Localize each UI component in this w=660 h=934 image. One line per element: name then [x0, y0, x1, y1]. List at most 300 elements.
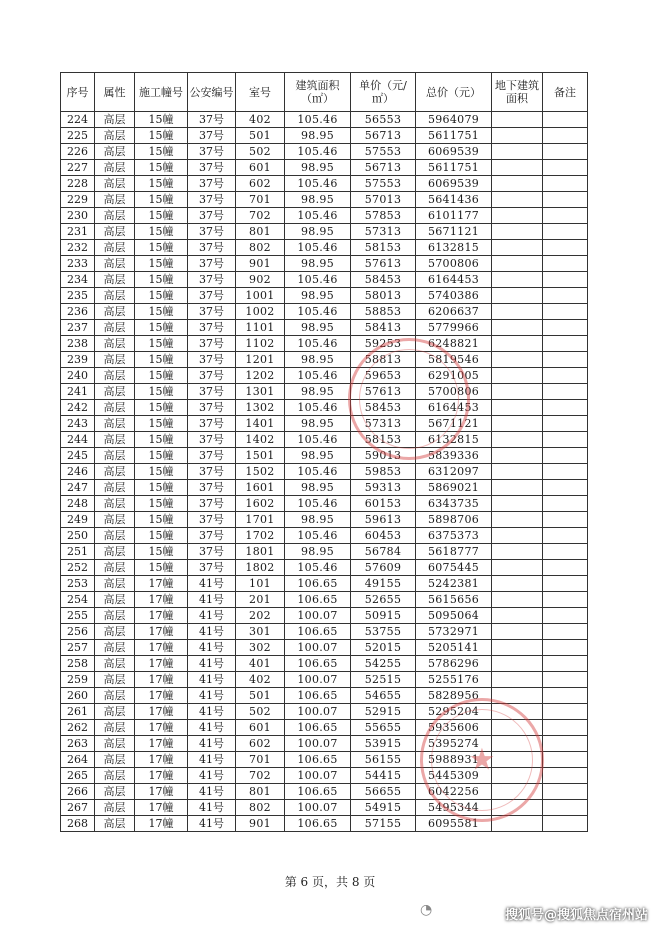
cell-note	[543, 480, 588, 496]
table-row	[61, 192, 588, 208]
cell-room: 702	[236, 208, 285, 224]
cell-unit-price: 57553	[351, 176, 416, 192]
cell-note	[543, 560, 588, 576]
cell-public-no: 37号	[188, 256, 236, 272]
cell-note	[543, 304, 588, 320]
cell-room: 501	[236, 688, 285, 704]
cell-total-price: 5242381	[416, 576, 492, 592]
cell-building: 15幢	[135, 448, 188, 464]
cell-unit-price: 58853	[351, 304, 416, 320]
cell-unit-price: 58453	[351, 400, 416, 416]
cell-note	[543, 128, 588, 144]
cell-building: 15幢	[135, 336, 188, 352]
cell-seq: 244	[61, 432, 95, 448]
cell-area: 106.65	[285, 576, 351, 592]
cell-attr: 高层	[95, 688, 135, 704]
cell-underground	[492, 656, 543, 672]
cell-note	[543, 800, 588, 816]
cell-building: 15幢	[135, 320, 188, 336]
cell-underground	[492, 128, 543, 144]
cell-note	[543, 784, 588, 800]
cell-underground	[492, 752, 543, 768]
cell-seq: 247	[61, 480, 95, 496]
cell-public-no: 41号	[188, 720, 236, 736]
cell-building: 15幢	[135, 112, 188, 128]
cell-note	[543, 672, 588, 688]
cell-attr: 高层	[95, 672, 135, 688]
cell-unit-price: 53915	[351, 736, 416, 752]
cell-public-no: 41号	[188, 624, 236, 640]
cell-total-price: 5828956	[416, 688, 492, 704]
price-table	[60, 72, 588, 832]
cell-seq: 227	[61, 160, 95, 176]
cell-unit-price: 54915	[351, 800, 416, 816]
table-row	[61, 384, 588, 400]
cell-note	[543, 512, 588, 528]
cell-attr: 高层	[95, 400, 135, 416]
cell-room: 1002	[236, 304, 285, 320]
cell-building: 15幢	[135, 512, 188, 528]
cell-attr: 高层	[95, 448, 135, 464]
cell-underground	[492, 560, 543, 576]
header-underground: 地下建筑面积	[492, 73, 543, 112]
cell-building: 17幢	[135, 784, 188, 800]
cell-building: 17幢	[135, 640, 188, 656]
cell-seq: 251	[61, 544, 95, 560]
cell-area: 100.07	[285, 768, 351, 784]
cell-room: 1801	[236, 544, 285, 560]
cell-unit-price: 59613	[351, 512, 416, 528]
cell-attr: 高层	[95, 560, 135, 576]
cell-room: 501	[236, 128, 285, 144]
cell-underground	[492, 256, 543, 272]
cell-note	[543, 112, 588, 128]
cell-seq: 226	[61, 144, 95, 160]
cell-building: 17幢	[135, 768, 188, 784]
cell-public-no: 37号	[188, 432, 236, 448]
cell-underground	[492, 624, 543, 640]
cell-public-no: 41号	[188, 656, 236, 672]
cell-room: 1802	[236, 560, 285, 576]
cell-area: 105.46	[285, 112, 351, 128]
cell-unit-price: 56784	[351, 544, 416, 560]
cell-public-no: 37号	[188, 512, 236, 528]
cell-seq: 267	[61, 800, 95, 816]
cell-seq: 243	[61, 416, 95, 432]
cell-public-no: 37号	[188, 272, 236, 288]
cell-room: 302	[236, 640, 285, 656]
cell-room: 602	[236, 176, 285, 192]
cell-attr: 高层	[95, 784, 135, 800]
cell-attr: 高层	[95, 592, 135, 608]
cell-underground	[492, 592, 543, 608]
cell-note	[543, 576, 588, 592]
cell-underground	[492, 528, 543, 544]
table-row	[61, 752, 588, 768]
cell-total-price: 6291005	[416, 368, 492, 384]
cell-total-price: 5641436	[416, 192, 492, 208]
cell-total-price: 6069539	[416, 144, 492, 160]
cell-seq: 248	[61, 496, 95, 512]
cell-public-no: 41号	[188, 784, 236, 800]
cell-total-price: 5671121	[416, 416, 492, 432]
cell-building: 17幢	[135, 656, 188, 672]
cell-underground	[492, 352, 543, 368]
cell-unit-price: 52015	[351, 640, 416, 656]
cell-room: 1501	[236, 448, 285, 464]
cell-unit-price: 58453	[351, 272, 416, 288]
cell-building: 15幢	[135, 560, 188, 576]
cell-public-no: 37号	[188, 112, 236, 128]
cell-note	[543, 656, 588, 672]
cell-underground	[492, 176, 543, 192]
cell-attr: 高层	[95, 464, 135, 480]
cell-seq: 225	[61, 128, 95, 144]
cell-total-price: 5295204	[416, 704, 492, 720]
header-unit-price: 单价（元/㎡）	[351, 73, 416, 112]
cell-public-no: 37号	[188, 304, 236, 320]
cell-total-price: 5740386	[416, 288, 492, 304]
cell-attr: 高层	[95, 272, 135, 288]
table-row	[61, 288, 588, 304]
cell-total-price: 5671121	[416, 224, 492, 240]
cell-attr: 高层	[95, 496, 135, 512]
cell-seq: 232	[61, 240, 95, 256]
cell-note	[543, 256, 588, 272]
cell-total-price: 5618777	[416, 544, 492, 560]
cell-room: 502	[236, 704, 285, 720]
cell-building: 17幢	[135, 672, 188, 688]
cell-underground	[492, 816, 543, 832]
cell-total-price: 5611751	[416, 128, 492, 144]
cell-public-no: 37号	[188, 320, 236, 336]
cell-public-no: 37号	[188, 288, 236, 304]
table-row	[61, 816, 588, 832]
page-number: 第 6 页，共 8 页	[284, 875, 376, 889]
cell-seq: 233	[61, 256, 95, 272]
cell-area: 105.46	[285, 208, 351, 224]
cell-public-no: 41号	[188, 752, 236, 768]
cell-underground	[492, 768, 543, 784]
cell-area: 100.07	[285, 640, 351, 656]
cell-room: 1701	[236, 512, 285, 528]
cell-attr: 高层	[95, 512, 135, 528]
header-public-no: 公安编号	[188, 73, 236, 112]
cell-seq: 229	[61, 192, 95, 208]
cell-total-price: 6042256	[416, 784, 492, 800]
cell-building: 17幢	[135, 704, 188, 720]
cell-area: 98.95	[285, 160, 351, 176]
cell-public-no: 37号	[188, 144, 236, 160]
cell-unit-price: 50915	[351, 608, 416, 624]
cell-area: 106.65	[285, 752, 351, 768]
cell-room: 1702	[236, 528, 285, 544]
cell-total-price: 5615656	[416, 592, 492, 608]
cell-room: 601	[236, 720, 285, 736]
cell-note	[543, 704, 588, 720]
cell-seq: 240	[61, 368, 95, 384]
cell-note	[543, 416, 588, 432]
cell-public-no: 37号	[188, 352, 236, 368]
header-note: 备注	[543, 73, 588, 112]
cell-unit-price: 56553	[351, 112, 416, 128]
cell-public-no: 41号	[188, 688, 236, 704]
cell-area: 105.46	[285, 144, 351, 160]
cell-total-price: 5988931	[416, 752, 492, 768]
cell-underground	[492, 640, 543, 656]
cell-total-price: 6206637	[416, 304, 492, 320]
cell-area: 98.95	[285, 416, 351, 432]
table-row	[61, 400, 588, 416]
table-row	[61, 336, 588, 352]
cell-building: 15幢	[135, 288, 188, 304]
cell-attr: 高层	[95, 480, 135, 496]
cell-area: 106.65	[285, 624, 351, 640]
cell-underground	[492, 448, 543, 464]
table-row	[61, 432, 588, 448]
cell-attr: 高层	[95, 192, 135, 208]
cell-public-no: 41号	[188, 672, 236, 688]
cell-unit-price: 56713	[351, 128, 416, 144]
cell-seq: 249	[61, 512, 95, 528]
cell-area: 105.46	[285, 400, 351, 416]
cell-room: 402	[236, 112, 285, 128]
cell-seq: 237	[61, 320, 95, 336]
cell-public-no: 37号	[188, 496, 236, 512]
table-row	[61, 656, 588, 672]
cell-area: 105.46	[285, 464, 351, 480]
cell-building: 15幢	[135, 224, 188, 240]
table-row	[61, 240, 588, 256]
cell-unit-price: 52655	[351, 592, 416, 608]
cell-building: 15幢	[135, 256, 188, 272]
cell-attr: 高层	[95, 112, 135, 128]
cell-area: 98.95	[285, 448, 351, 464]
cell-area: 106.65	[285, 720, 351, 736]
cell-building: 15幢	[135, 144, 188, 160]
cell-underground	[492, 736, 543, 752]
cell-room: 101	[236, 576, 285, 592]
cell-seq: 266	[61, 784, 95, 800]
cell-underground	[492, 272, 543, 288]
cell-underground	[492, 208, 543, 224]
cell-note	[543, 544, 588, 560]
cell-total-price: 5255176	[416, 672, 492, 688]
table-row	[61, 512, 588, 528]
cell-building: 17幢	[135, 816, 188, 832]
cell-note	[543, 176, 588, 192]
header-area: 建筑面积（㎡）	[285, 73, 351, 112]
cell-attr: 高层	[95, 176, 135, 192]
cell-total-price: 6101177	[416, 208, 492, 224]
cell-room: 601	[236, 160, 285, 176]
cell-unit-price: 60153	[351, 496, 416, 512]
table-body	[61, 112, 588, 832]
table-row	[61, 592, 588, 608]
cell-room: 502	[236, 144, 285, 160]
cell-underground	[492, 288, 543, 304]
cell-total-price: 5700806	[416, 256, 492, 272]
cell-attr: 高层	[95, 304, 135, 320]
table-row	[61, 112, 588, 128]
table-row	[61, 640, 588, 656]
cell-total-price: 5611751	[416, 160, 492, 176]
cell-building: 17幢	[135, 720, 188, 736]
cell-area: 105.46	[285, 560, 351, 576]
cell-area: 100.07	[285, 800, 351, 816]
cell-building: 17幢	[135, 752, 188, 768]
cell-note	[543, 240, 588, 256]
cell-public-no: 41号	[188, 592, 236, 608]
cell-note	[543, 496, 588, 512]
table-row	[61, 272, 588, 288]
cell-underground	[492, 688, 543, 704]
cell-total-price: 5839336	[416, 448, 492, 464]
cell-note	[543, 432, 588, 448]
cell-public-no: 41号	[188, 640, 236, 656]
table-row	[61, 544, 588, 560]
cell-public-no: 41号	[188, 608, 236, 624]
wechat-icon: ◔	[420, 902, 433, 918]
cell-building: 15幢	[135, 384, 188, 400]
cell-note	[543, 224, 588, 240]
cell-unit-price: 54415	[351, 768, 416, 784]
cell-seq: 258	[61, 656, 95, 672]
cell-underground	[492, 496, 543, 512]
table-row	[61, 480, 588, 496]
header-room: 室号	[236, 73, 285, 112]
cell-public-no: 37号	[188, 528, 236, 544]
cell-total-price: 5898706	[416, 512, 492, 528]
cell-building: 15幢	[135, 528, 188, 544]
cell-room: 1102	[236, 336, 285, 352]
cell-seq: 245	[61, 448, 95, 464]
cell-seq: 257	[61, 640, 95, 656]
cell-seq: 255	[61, 608, 95, 624]
cell-building: 17幢	[135, 800, 188, 816]
cell-public-no: 37号	[188, 128, 236, 144]
cell-seq: 231	[61, 224, 95, 240]
cell-note	[543, 272, 588, 288]
cell-seq: 239	[61, 352, 95, 368]
cell-note	[543, 624, 588, 640]
cell-total-price: 6069539	[416, 176, 492, 192]
cell-note	[543, 208, 588, 224]
cell-unit-price: 58813	[351, 352, 416, 368]
cell-seq: 235	[61, 288, 95, 304]
table-row	[61, 256, 588, 272]
cell-attr: 高层	[95, 256, 135, 272]
cell-attr: 高层	[95, 224, 135, 240]
cell-underground	[492, 608, 543, 624]
cell-building: 15幢	[135, 192, 188, 208]
cell-underground	[492, 336, 543, 352]
cell-room: 702	[236, 768, 285, 784]
cell-unit-price: 58153	[351, 240, 416, 256]
table-row	[61, 576, 588, 592]
cell-room: 1602	[236, 496, 285, 512]
cell-unit-price: 57613	[351, 256, 416, 272]
cell-room: 1202	[236, 368, 285, 384]
cell-seq: 241	[61, 384, 95, 400]
cell-underground	[492, 544, 543, 560]
cell-total-price: 5935606	[416, 720, 492, 736]
cell-room: 802	[236, 240, 285, 256]
cell-public-no: 41号	[188, 816, 236, 832]
cell-total-price: 5205141	[416, 640, 492, 656]
cell-building: 17幢	[135, 576, 188, 592]
cell-underground	[492, 720, 543, 736]
cell-underground	[492, 368, 543, 384]
cell-unit-price: 54655	[351, 688, 416, 704]
cell-note	[543, 368, 588, 384]
cell-attr: 高层	[95, 736, 135, 752]
cell-public-no: 37号	[188, 464, 236, 480]
cell-unit-price: 57609	[351, 560, 416, 576]
cell-area: 105.46	[285, 496, 351, 512]
cell-attr: 高层	[95, 160, 135, 176]
cell-area: 100.07	[285, 704, 351, 720]
cell-seq: 246	[61, 464, 95, 480]
cell-public-no: 37号	[188, 400, 236, 416]
cell-public-no: 37号	[188, 416, 236, 432]
cell-building: 15幢	[135, 160, 188, 176]
cell-public-no: 37号	[188, 336, 236, 352]
cell-unit-price: 57613	[351, 384, 416, 400]
cell-building: 17幢	[135, 592, 188, 608]
cell-seq: 230	[61, 208, 95, 224]
table-row	[61, 704, 588, 720]
cell-room: 1401	[236, 416, 285, 432]
cell-seq: 263	[61, 736, 95, 752]
cell-note	[543, 528, 588, 544]
cell-seq: 259	[61, 672, 95, 688]
cell-note	[543, 352, 588, 368]
cell-building: 15幢	[135, 208, 188, 224]
cell-area: 100.07	[285, 672, 351, 688]
cell-total-price: 6132815	[416, 432, 492, 448]
cell-building: 15幢	[135, 240, 188, 256]
cell-room: 1601	[236, 480, 285, 496]
cell-unit-price: 55655	[351, 720, 416, 736]
cell-total-price: 6312097	[416, 464, 492, 480]
cell-building: 17幢	[135, 688, 188, 704]
cell-seq: 228	[61, 176, 95, 192]
cell-total-price: 6132815	[416, 240, 492, 256]
cell-seq: 268	[61, 816, 95, 832]
cell-attr: 高层	[95, 416, 135, 432]
cell-note	[543, 608, 588, 624]
cell-underground	[492, 112, 543, 128]
table-row	[61, 160, 588, 176]
cell-note	[543, 384, 588, 400]
cell-note	[543, 688, 588, 704]
cell-area: 98.95	[285, 192, 351, 208]
cell-room: 1001	[236, 288, 285, 304]
cell-public-no: 37号	[188, 176, 236, 192]
cell-attr: 高层	[95, 704, 135, 720]
cell-room: 801	[236, 784, 285, 800]
cell-room: 901	[236, 256, 285, 272]
cell-seq: 253	[61, 576, 95, 592]
cell-building: 17幢	[135, 736, 188, 752]
cell-total-price: 5700806	[416, 384, 492, 400]
cell-room: 902	[236, 272, 285, 288]
cell-public-no: 37号	[188, 224, 236, 240]
table-row	[61, 368, 588, 384]
cell-building: 15幢	[135, 416, 188, 432]
cell-area: 105.46	[285, 272, 351, 288]
